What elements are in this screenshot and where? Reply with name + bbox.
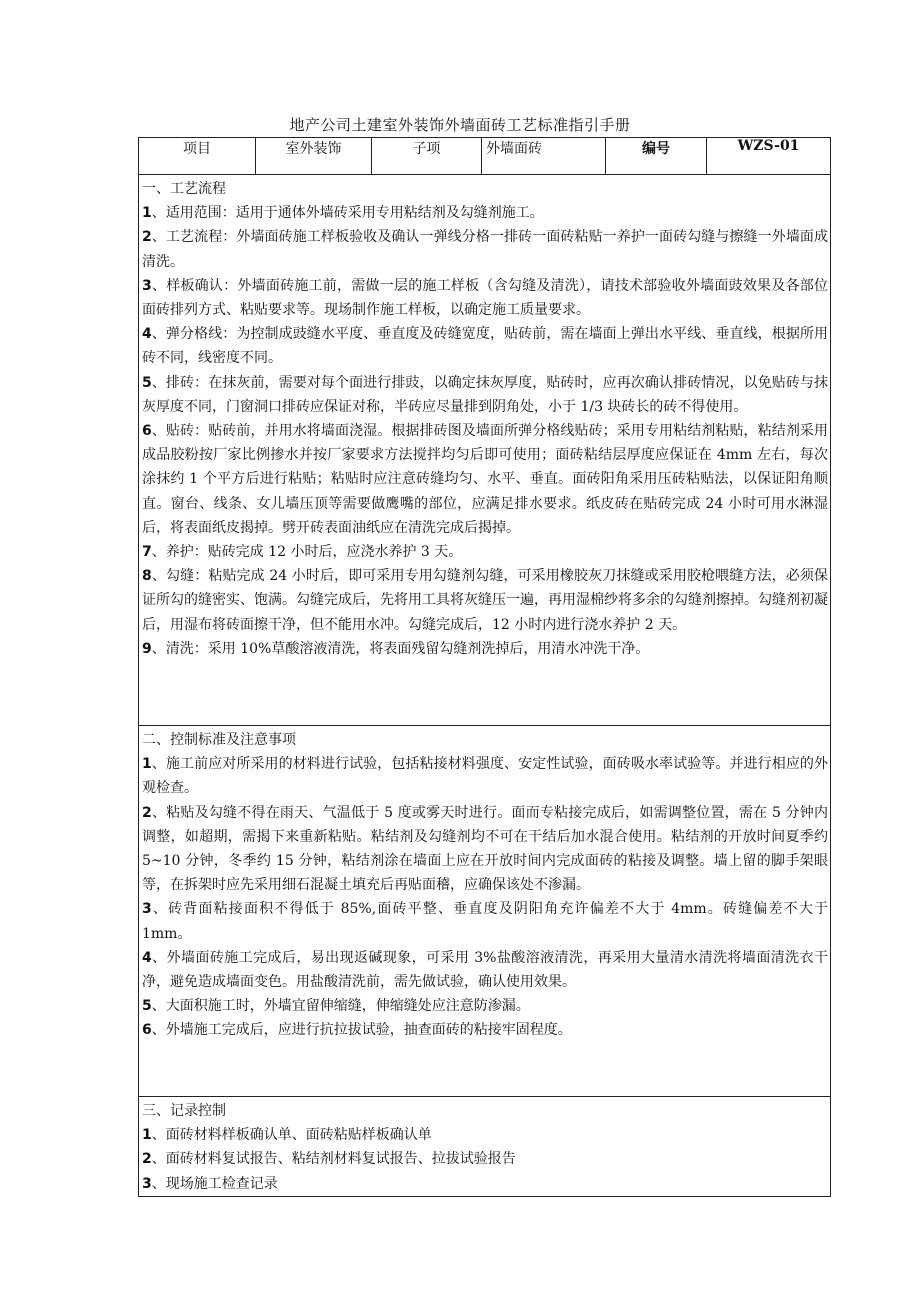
section-heading: 三、记录控制 — [142, 1103, 226, 1119]
item-number: 3 — [142, 901, 152, 918]
section-heading: 二、控制标准及注意事项 — [142, 732, 296, 748]
section-items — [142, 1123, 828, 1196]
item-number: 2 — [142, 229, 152, 246]
section-items — [142, 752, 828, 1042]
item-value-cell: 室外装饰 — [256, 138, 372, 175]
item-number: 6 — [142, 423, 152, 440]
list-item — [142, 274, 828, 322]
header-row — [139, 138, 831, 175]
list-item — [142, 1123, 828, 1147]
list-item — [142, 897, 828, 945]
list-item — [142, 201, 828, 225]
section-items — [142, 201, 828, 661]
list-item — [142, 322, 828, 370]
item-number: 4 — [142, 949, 152, 966]
list-item — [142, 637, 828, 661]
item-text: 、弹分格线：为控制成豉缝水平度、垂直度及砖缝宽度，贴砖前，需在墙面上弹出水平线、垂直线，根据所用砖不同，线密度不同。 — [142, 326, 828, 367]
section-control-standards — [139, 726, 831, 1097]
item-number: 4 — [142, 326, 152, 343]
section-process-flow — [139, 175, 831, 726]
section-heading: 一、工艺流程 — [142, 181, 226, 197]
list-item — [142, 1018, 828, 1042]
document-title: 地产公司土建室外装饰外墙面砖工艺标准指引手册 — [289, 116, 631, 134]
list-item — [142, 540, 828, 564]
list-item — [142, 1147, 828, 1171]
sub-label-cell: 子项 — [372, 138, 482, 175]
item-number: 3 — [142, 1175, 152, 1192]
item-number: 5 — [142, 374, 152, 391]
item-text: 、适用范围：适用于通体外墙砖采用专用粘结剂及勾缝剂施工。 — [151, 205, 544, 222]
item-text: 、面砖材料复试报告、粘结剂材料复试报告、拉拔试验报告 — [151, 1151, 516, 1168]
item-text: 、样板确认：外墙面砖施工前，需做一层的施工样板（含勾缝及清洗），请技术部验收外墙面豉效果及各部位面砖排列方式、粘贴要求等。现场制作施工样板，以确定施工质量要求。 — [142, 277, 828, 319]
sub-value-cell: 外墙面砖 — [482, 138, 606, 175]
item-number: 8 — [142, 568, 152, 585]
item-number: 1 — [142, 756, 152, 773]
item-number: 3 — [142, 277, 152, 294]
item-text: 、清洗：采用 10%草酸溶液清洗，将表面残留勾缝剂洗掉后，用清水冲洗干净。 — [151, 640, 650, 657]
list-item — [142, 946, 828, 994]
list-item — [142, 419, 828, 540]
list-item — [142, 801, 828, 898]
item-number: 2 — [142, 1151, 152, 1168]
item-number: 2 — [142, 804, 152, 821]
list-item — [142, 994, 828, 1018]
section-record-control — [139, 1097, 831, 1197]
item-number: 6 — [142, 1022, 152, 1039]
code-label-cell: 编号 — [606, 138, 707, 175]
list-item — [142, 1172, 828, 1196]
list-item — [142, 564, 828, 637]
item-number: 9 — [142, 640, 152, 657]
item-text: 、养护：贴砖完成 12 小时后，应浇水养护 3 天。 — [151, 544, 463, 561]
code-value-cell: WZS-01 — [707, 138, 831, 175]
item-number: 1 — [142, 205, 152, 222]
item-number: 1 — [142, 1127, 152, 1144]
item-number: 7 — [142, 544, 152, 561]
standard-sheet-table — [138, 137, 831, 1197]
item-text: 、粘贴及勾缝不得在雨天、气温低于 5 度或雾天时进行。面而专粘接完成后，如需调整位置，需在 5 分钟内调整，如超期，需揭下来重新粘贴。粘结剂及勾缝剂均不可在干结后加水混合使用。粘结剂的开放时间夏季约 5~10 分钟，冬季约 15 分钟，粘结剂涂在墙面上应在开放时间内完成面砖的粘接及调整。墙上留的脚手架眼等，在拆架时应先采用细石混凝土填充后再贴面稽，应确保该处不渗漏。 — [142, 804, 828, 894]
item-text: 、施工前应对所采用的材料进行试验，包括粘接材料强度、安定性试验，面砖吸水率试验等。并进行相应的外观检查。 — [142, 756, 828, 797]
item-text: 、面砖材料样板确认单、面砖粘贴样板确认单 — [151, 1127, 432, 1144]
list-item — [142, 371, 828, 419]
item-text: 、砖背面粘接面积不得低于 85%,面砖平整、垂直度及阴阳角充许偏差不大于 4mm。砖缝偏差不大于 1mm。 — [142, 901, 828, 942]
list-item — [142, 225, 828, 273]
item-text: 、排砖：在抹灰前，需要对每个面进行排豉，以确定抹灰厚度，贴砖时，应再次确认排砖情况，以免贴砖与抹灰厚度不同，门窗洞口排砖应保证对称，半砖应尽量排到阴角处，小于 1/3 块砖长的砖不得使用。 — [142, 374, 828, 415]
item-text: 、勾缝：粘贴完成 24 小时后，即可采用专用勾缝剂勾缝，可采用橡胶灰刀抹缝或采用胶枪喂缝方法，必须保证所勾的缝密实、饱满。勾缝完成后，先将用工具将灰缝压一遍，再用湿棉纱将多余的勾缝剂擦掉。勾缝剂初凝后，用湿布将砖面擦干净，但不能用水冲。勾缝完成后，12 小时内进行浇水养护 2 天。 — [142, 568, 828, 633]
item-text: 、大面积施工时，外墙宜留伸缩缝，伸缩缝处应注意防渗漏。 — [151, 998, 530, 1015]
list-item — [142, 752, 828, 800]
item-text: 、外墙面砖施工完成后，易出现返碱现象，可采用 3%盐酸溶液清洗，再采用大量清水清洗将墙面清洗衣干净，避免造成墙面变色。用盐酸清洗前，需先做试验，确认使用效果。 — [142, 949, 828, 991]
item-text: 、外墙施工完成后，应进行抗拉拔试验，抽查面砖的粘接牢固程度。 — [151, 1022, 572, 1039]
item-label-cell: 项目 — [139, 138, 256, 175]
item-text: 、贴砖：贴砖前，并用水将墙面浇湿。根据排砖图及墙面所弹分格线贴砖；采用专用粘结剂粘贴，粘结剂采用成品胶粉按厂家比例掺水并按厂家要求方法搅拌均匀后即可使用；面砖粘结层厚度应保证在 4mm 左右，每次涂抹约 1 个平方后进行粘贴；粘贴时应注意砖缝均匀、水平、垂直。面砖阳角采用压砖粘贴法，以保证阳角顺直。窗台、线条、女儿墙压顶等需要做鹰嘴的部位，应满足排水要求。纸皮砖在贴砖完成 24 小时可用水淋湿后，将表面纸皮揭掉。劈开砖表面油纸应在清洗完成后揭掉。 — [142, 423, 828, 536]
item-text: 、工艺流程：外墙面砖施工样板验收及确认一弹线分格一排砖一面砖粘贴一养护一面砖勾缝与擦缝一外墙面成清洗。 — [142, 229, 828, 270]
item-text: 、现场施工检查记录 — [151, 1175, 278, 1192]
item-number: 5 — [142, 998, 152, 1015]
